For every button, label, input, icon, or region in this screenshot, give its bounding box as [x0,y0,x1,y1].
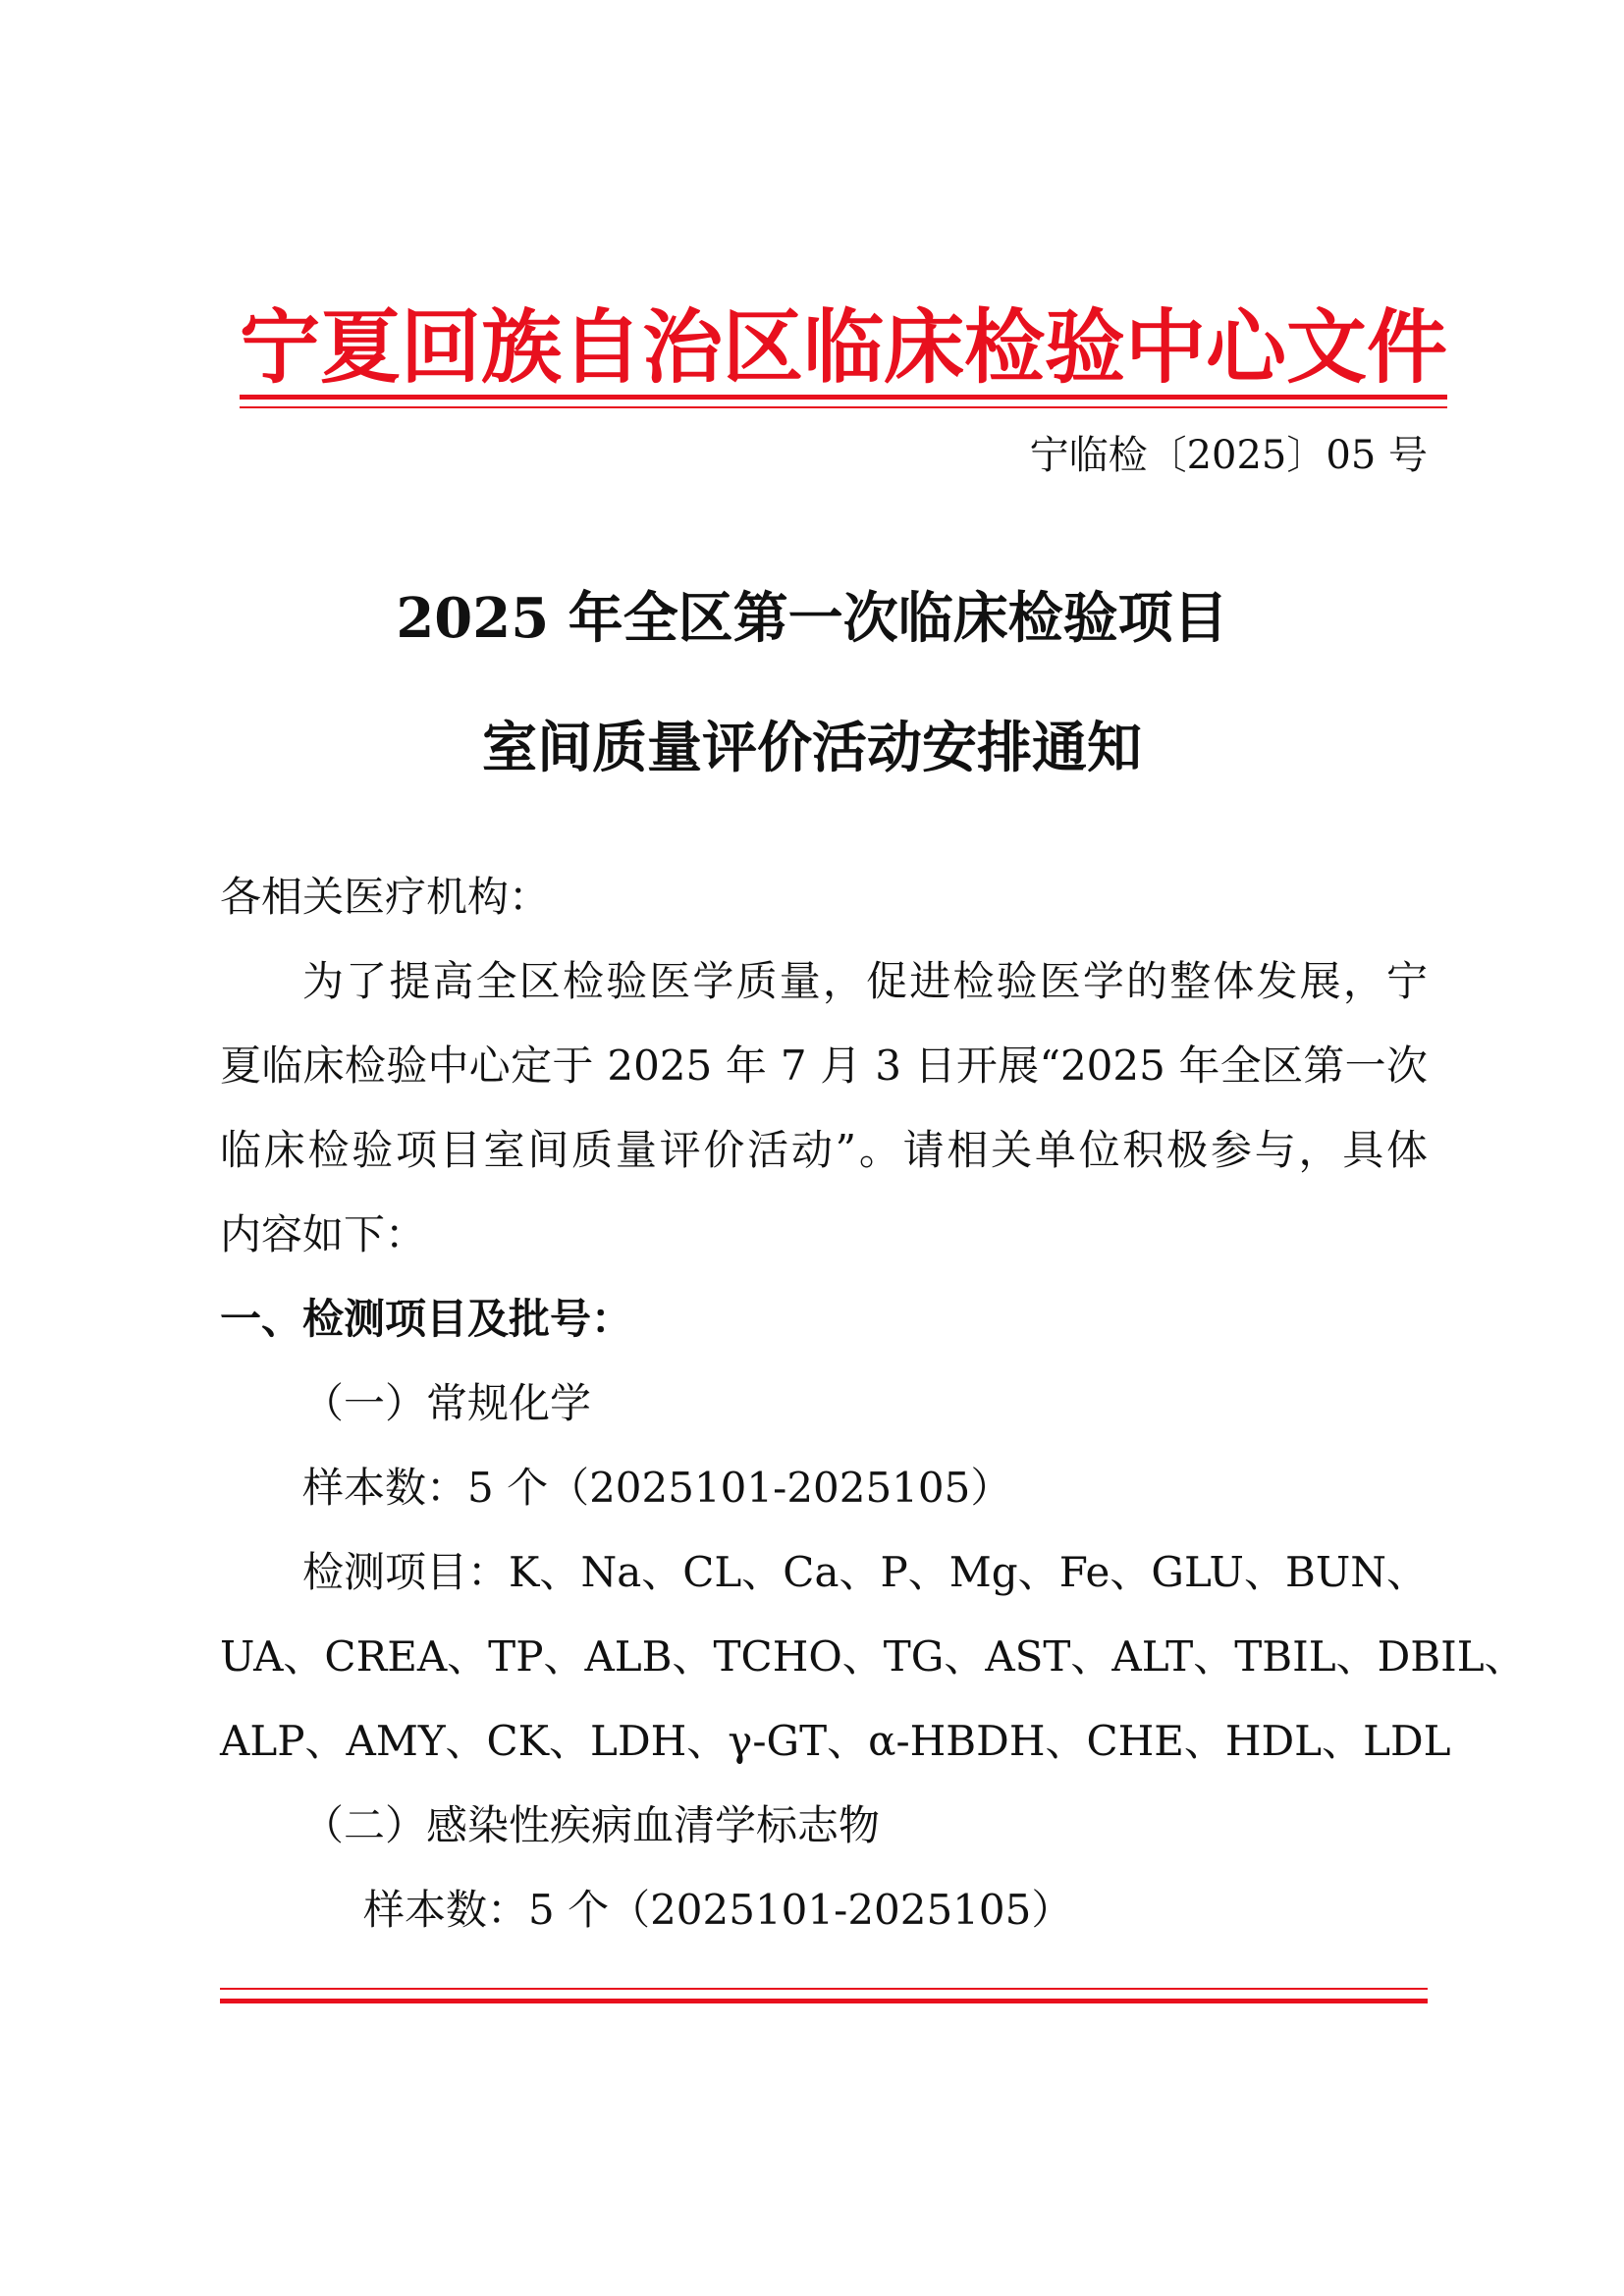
subsection-2-sample-count: 样本数：5 个（2025101-2025105） [363,1886,1073,1934]
test-items-line-2: UA、CREA、TP、ALB、TCHO、TG、AST、ALT、TBIL、DBIL、 [220,1632,1526,1681]
intro-line-1: 为了提高全区检验医学质量，促进检验医学的整体发展，宁 [302,957,1428,1005]
document-number: 宁临检〔2025〕05 号 [1029,433,1428,478]
test-items-line-1: 检测项目：K、Na、CL、Ca、P、Mg、Fe、GLU、BUN、 [302,1548,1428,1596]
section-heading-1: 一、检测项目及批号： [220,1295,633,1343]
subsection-heading-routine-chemistry: （一）常规化学 [302,1379,592,1427]
salutation: 各相关医疗机构： [220,873,551,921]
intro-line-3: 临床检验项目室间质量评价活动”。请相关单位积极参与，具体 [220,1126,1428,1174]
notice-title-line-2: 室间质量评价活动安排通知 [482,716,1142,780]
header-rule-thick [240,395,1447,400]
issuer-title: 宁夏回族自治区临床检验中心文件 [240,301,1448,395]
test-items-line-3: ALP、AMY、CK、LDH、γ-GT、α-HBDH、CHE、HDL、LDL [220,1717,1451,1765]
subsection-1-sample-count: 样本数：5 个（2025101-2025105） [302,1464,1012,1512]
intro-line-4: 内容如下： [220,1210,427,1258]
subsection-heading-infectious-serology: （二）感染性疾病血清学标志物 [302,1801,881,1849]
footer-rule-thin [220,1988,1428,1990]
intro-line-2: 夏临床检验中心定于 2025 年 7 月 3 日开展“2025 年全区第一次 [220,1041,1428,1090]
notice-title-line-1: 2025 年全区第一次临床检验项目 [396,586,1228,651]
header-rule-thin [240,406,1447,408]
footer-rule-thick [220,1999,1428,2003]
